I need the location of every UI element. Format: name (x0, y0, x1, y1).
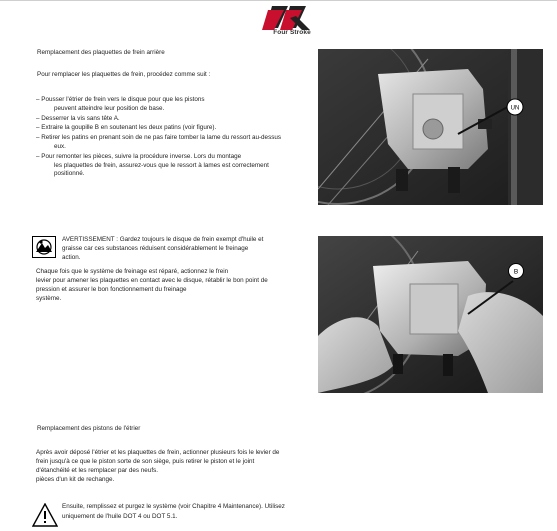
step-item: – Pour remonter les pièces, suivre la procédure inverse. Lors du montage les plaquettes de frein, assurez-vous que le ressort à lames est correctement positionné. (36, 152, 269, 178)
warning-icon (32, 236, 56, 258)
step-item: – Extraire la goupille B en soutenant les deux patins (voir figure). (36, 124, 217, 132)
section2-line-3: d'étanchéité et les remplacer par des neufs. (36, 467, 158, 474)
brand-logo-text: Four Stroke (273, 29, 311, 36)
photo-callout-label-un: UN (510, 105, 520, 112)
paragraph-line-4: système. (36, 295, 62, 302)
step-item: – Retirer les patins en prenant soin de ne pas faire tomber la lame du ressort au-dessus eux. (36, 134, 282, 151)
photo-callout-label-b: B (513, 268, 519, 276)
section2-line-2: frein jusqu'à ce que le piston sorte de son siège, puis retirer le piston et le joint (36, 458, 255, 465)
paragraph-line-3: pression et assurer le bon fonctionnement du freinage (36, 286, 187, 293)
warning-line-2: graisse car ces substances réduisent considérablement le freinage (62, 245, 249, 252)
note-line-2: uniquement de l'huile DOT 4 ou DOT 5.1. (62, 513, 178, 520)
intro-text: Pour remplacer les plaquettes de frein, procédez comme suit : (37, 71, 211, 78)
section2-line-4: pièces d'un kit de rechange. (36, 476, 115, 483)
brake-caliper-photo-2 (318, 236, 543, 393)
note-line-1: Ensuite, remplissez et purgez le système (voir Chapitre 4 Maintenance). Utilisez (62, 503, 285, 510)
top-rule (0, 0, 557, 1)
warning-line-1: AVERTISSEMENT : Gardez toujours le disque de frein exempt d'huile et (62, 236, 264, 243)
section-title-pistons: Remplacement des pistons de l'étrier (37, 425, 141, 432)
section2-line-1: Après avoir déposé l'étrier et les plaquettes de frein, actionner plusieurs fois le levier de (36, 449, 280, 456)
caution-icon (32, 503, 58, 527)
step-item: – Desserrer la vis sans tête A. (36, 114, 120, 122)
paragraph-line-2: levier pour amener les plaquettes en contact avec le disque, rétablir le bon point de (36, 277, 268, 284)
steps-list (36, 96, 311, 180)
section-title-rear-pads: Remplacement des plaquettes de frein arrière (37, 49, 165, 56)
paragraph-line-1: Chaque fois que le système de freinage est réparé, actionnez le frein (36, 268, 229, 275)
step-item: – Pousser l'étrier de frein vers le disque pour que les pistons peuvent atteindre leur position de base. (36, 96, 205, 112)
warning-line-3: action. (62, 254, 81, 261)
brake-caliper-photo-1 (318, 49, 543, 205)
